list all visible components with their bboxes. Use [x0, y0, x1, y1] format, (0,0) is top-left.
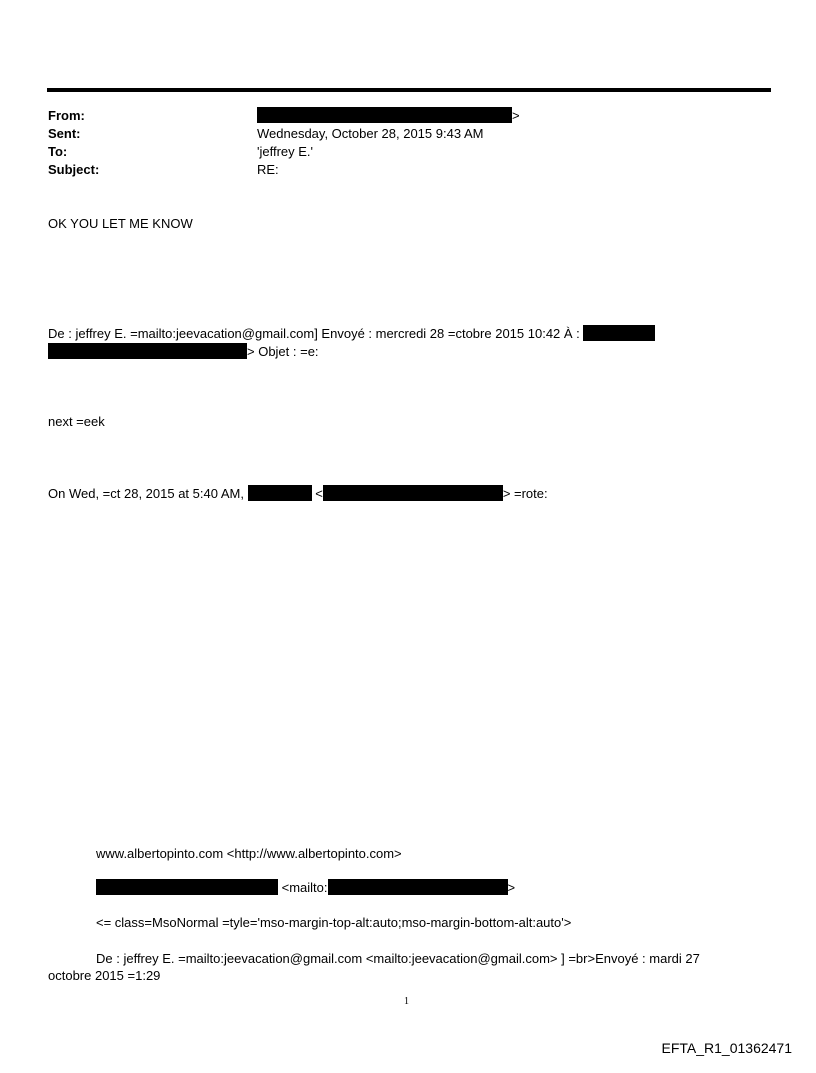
document-id: EFTA_R1_01362471 [661, 1040, 792, 1056]
mailto-line [96, 879, 515, 896]
from-value-suffix: > [512, 108, 520, 123]
quote4-line2: octobre 2015 =1:29 [48, 968, 161, 983]
mailto-suffix: > [507, 880, 516, 895]
quote1-line2 [48, 343, 319, 360]
header-rule [47, 88, 771, 92]
quote3-line [48, 485, 548, 502]
mailto-text: <mailto: [281, 880, 328, 895]
redaction-box [323, 485, 503, 501]
to-value: 'jeffrey E.' [257, 144, 314, 159]
quote1-line1-text: De : jeffrey E. =mailto:jeevacation@gmail.com] Envoyé : mercredi 28 =ctobre 2015 10:42 À : [48, 326, 580, 341]
page-number: 1 [404, 996, 409, 1007]
website-line: www.albertopinto.com <http://www.albertopinto.com> [96, 846, 402, 861]
subject-label: Subject: [48, 162, 100, 177]
from-label: From: [48, 108, 85, 123]
reply-text: OK YOU LET ME KNOW [48, 216, 193, 231]
redaction-box [248, 485, 312, 501]
redaction-box [48, 343, 247, 359]
sent-label: Sent: [48, 126, 81, 141]
quote3-lt: < [315, 486, 323, 501]
quote1-line2-text: > Objet : =e: [247, 344, 319, 359]
redaction-box [257, 107, 512, 123]
sent-value: Wednesday, October 28, 2015 9:43 AM [257, 126, 484, 141]
quote3-prefix: On Wed, =ct 28, 2015 at 5:40 AM, [48, 486, 244, 501]
subject-value: RE: [257, 162, 279, 177]
quote3-suffix: > =rote: [502, 486, 548, 501]
from-value [257, 107, 520, 124]
redaction-box [328, 879, 508, 895]
redaction-box [96, 879, 278, 895]
quote1-line1 [48, 325, 655, 342]
html-fragment-line: <= class=MsoNormal =tyle='mso-margin-top-alt:auto;mso-margin-bottom-alt:auto'> [96, 915, 572, 930]
redaction-box [583, 325, 655, 341]
quote4-line1: De : jeffrey E. =mailto:jeevacation@gmail.com <mailto:jeevacation@gmail.com> ] =br>Envoyé : mardi 27 [96, 951, 700, 966]
to-label: To: [48, 144, 68, 159]
quote2-text: next =eek [48, 414, 105, 429]
